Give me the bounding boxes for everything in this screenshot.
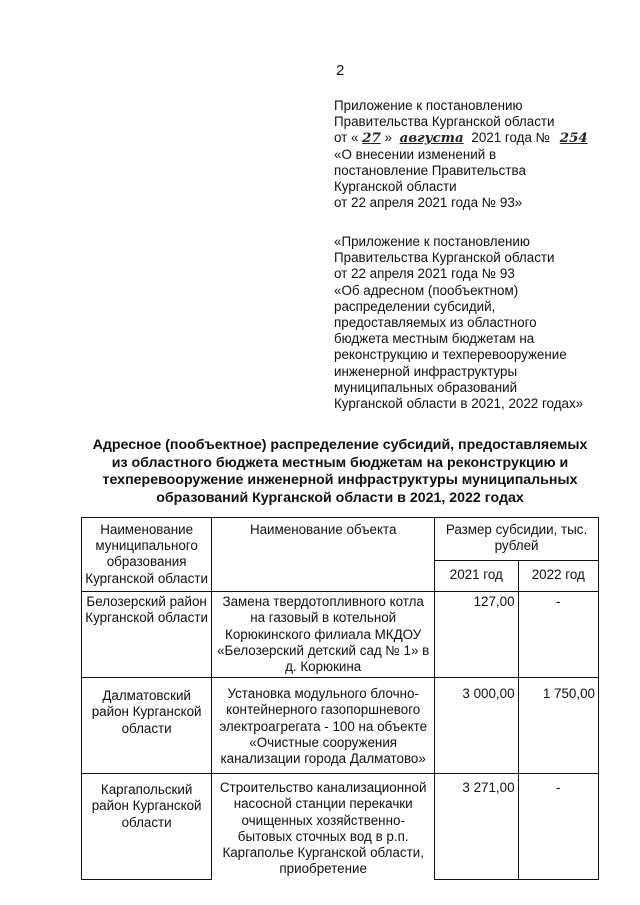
appendix-block-amendment: [334, 98, 594, 211]
appendix-line: инженерной инфраструктуры: [334, 363, 518, 379]
cell-2022: -: [518, 592, 598, 678]
cell-2022: -: [518, 774, 598, 880]
title-line: Адресное (пообъектное) распределение субсидий, предоставляемых: [92, 437, 588, 453]
page-number: 2: [336, 62, 345, 79]
table-header-row: [82, 518, 599, 561]
cell-municipality: Далматовский район Курганской области: [82, 678, 212, 774]
appendix-block-original: [334, 234, 583, 412]
appendix-line: муниципальных образований: [334, 379, 518, 395]
table-row: [82, 592, 599, 678]
date-mid: »: [384, 130, 392, 146]
cell-object: Установка модульного блочно-контейнерного газопоршневого электроагрегата - 100 на объекте «Очистные сооружения канализации города Далматово»: [212, 678, 435, 774]
title-line: из областного бюджета местным бюджетам на реконструкцию и: [111, 454, 569, 471]
appendix-line: распределении субсидий,: [334, 298, 496, 314]
date-prefix: от «: [334, 130, 359, 146]
appendix-line: бюджета местным бюджетам на: [334, 331, 535, 347]
handwritten-doc-number: 254: [559, 130, 588, 147]
subsidy-table: [81, 517, 599, 880]
appendix-line: Курганской области в 2021, 2022 годах»: [334, 396, 584, 412]
cell-municipality: Каргапольский район Курганской области: [82, 774, 212, 880]
appendix-line: предоставляемых из областного: [334, 315, 537, 331]
appendix-line: Правительства Курганской области: [334, 250, 555, 266]
cell-2021: 3 271,00: [435, 774, 518, 880]
appendix-line: «О внесении изменений в: [334, 146, 497, 162]
cell-object: Замена твердотопливного котла на газовый в котельной Корюкинского филиала МКДОУ «Белозерский детский сад № 1» в д. Корюкина: [212, 592, 435, 678]
table-row: [82, 774, 599, 880]
header-2022: 2022 год: [518, 561, 598, 592]
appendix-date-line: [334, 130, 594, 146]
cell-municipality: Белозерский район Курганской области: [82, 592, 212, 678]
appendix-line: реконструкцию и техперевооружение: [334, 347, 567, 363]
cell-2021: 3 000,00: [435, 678, 518, 774]
cell-object: Строительство канализационной насосной станции перекачки очищенных хозяйственно-бытовых сточных вод в р.п. Каргаполье Курганской области, приобретение: [212, 774, 435, 880]
document-title: [80, 437, 600, 507]
header-subsidy: Размер субсидии, тыс. рублей: [435, 518, 599, 561]
cell-2021: 127,00: [435, 592, 518, 678]
handwritten-day: 27: [362, 130, 381, 147]
appendix-line: от 22 апреля 2021 года № 93»: [334, 195, 523, 211]
handwritten-month: августа: [399, 130, 464, 147]
appendix-line: Приложение к постановлению: [334, 98, 523, 113]
date-year: 2021 года №: [471, 130, 550, 146]
appendix-line: от 22 апреля 2021 года № 93: [334, 266, 515, 282]
header-object: Наименование объекта: [212, 518, 435, 592]
table-row: [82, 678, 599, 774]
appendix-line: постановление Правительства: [334, 162, 526, 178]
appendix-line: Курганской области: [334, 179, 457, 195]
appendix-line: «Приложение к постановлению: [334, 234, 530, 249]
title-line: техперевооружение инженерной инфраструктуры муниципальных: [102, 472, 578, 488]
header-2021: 2021 год: [435, 561, 518, 592]
appendix-line: «Об адресном (пообъектном): [334, 282, 519, 298]
title-line: образований Курганской области в 2021, 2022 годах: [156, 489, 524, 506]
appendix-line: Правительства Курганской области: [334, 114, 555, 130]
header-municipality: Наименование муниципального образования Курганской области: [82, 518, 212, 592]
cell-2022: 1 750,00: [518, 678, 598, 774]
